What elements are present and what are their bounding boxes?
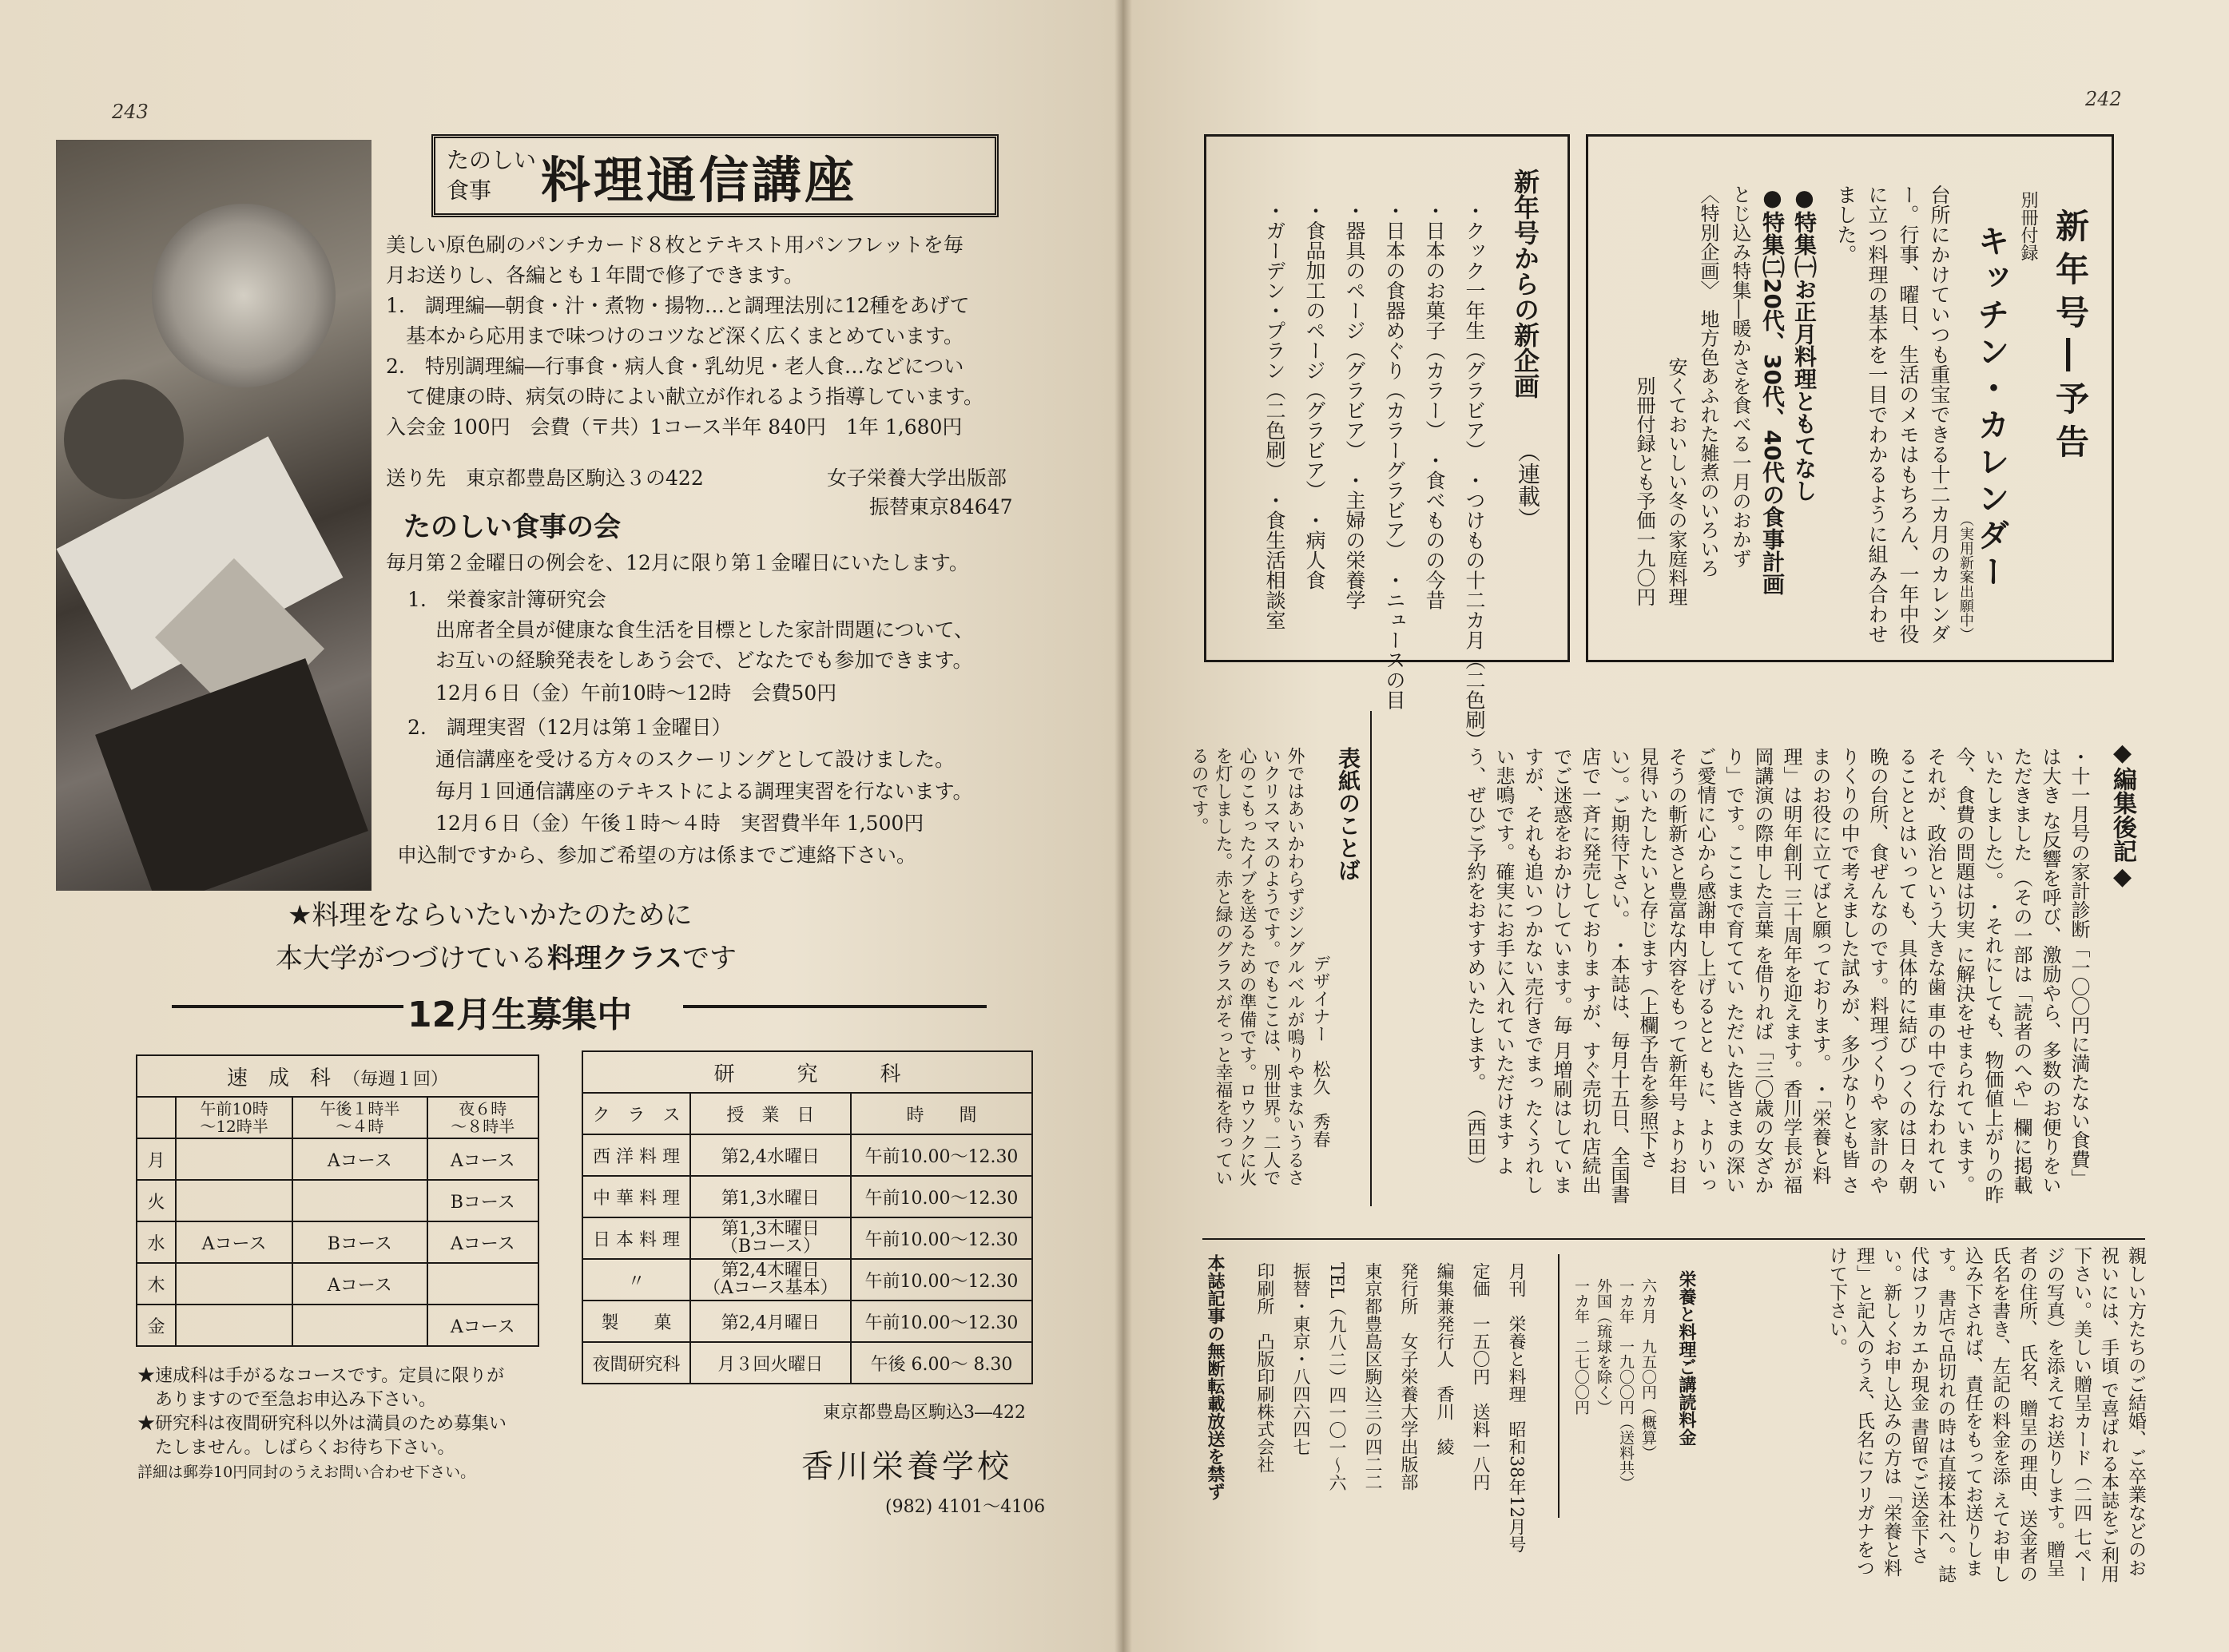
club-text-0: 毎月第２金曜日の例会を、12月に限り第１金曜日にいたします。 <box>386 551 969 574</box>
list-item: ・日本の食器めぐり（カラーグラビア） ・ニュースの目 <box>1383 201 1406 710</box>
henshu-line: を借りれば「三〇歳の女ざかり」です。ここまで育ててい <box>1722 747 1774 1194</box>
course-line: 1. 調理編―朝食・汁・煮物・揚物…と調理法別に12種をあげて <box>386 294 970 317</box>
hyoshi-text <box>1189 747 1306 1206</box>
calendar-text <box>1830 185 1955 644</box>
hyoshi-line: いクリスマスのようです。でもここは、別世界。二人で <box>1261 747 1281 1186</box>
henshu-line: すが、すぐ売切れ店続出でご迷惑をおかけしています。毎 <box>1550 747 1601 1194</box>
course-line: て健康の時、病気の時によい献立が作れるよう指導しています。 <box>386 385 984 408</box>
course-cell <box>176 1138 292 1180</box>
calendar-line: に立つ料理の基本を一目でわかるように組み合わせ <box>1865 185 1889 644</box>
table-row <box>582 1301 1032 1342</box>
calendar-line: 台所にかけていつも重宝できる十二カ月のカレンダ <box>1928 185 1951 644</box>
gift-text <box>1826 1246 2149 1594</box>
time-cell: 午後 6.00～ 8.30 <box>851 1342 1032 1384</box>
book-gutter <box>1114 0 1132 1652</box>
publisher: 女子栄養大学出版部 <box>827 467 1007 490</box>
calendar-line: ー。行事、曜日、生活のメモはもちろん、一年中役 <box>1897 185 1920 644</box>
time-header: 午後１時半 ～４時 <box>292 1097 427 1138</box>
colophon-line: 月刊 栄養と料理 昭和38年12月号 <box>1506 1262 1526 1553</box>
club-text-9: 申込制ですから、参加ご希望の方は係までご連絡下さい。 <box>397 844 917 867</box>
course-title-box <box>431 134 999 217</box>
colophon-line: TEL（九八二）四一〇一～六 <box>1326 1262 1346 1492</box>
club-text-7: 毎月１回通信講座のテキストによる調理実習を行ないます。 <box>435 780 973 803</box>
course-cell: Aコース <box>292 1263 427 1305</box>
kenkyu-title: 研 究 科 <box>582 1051 1032 1093</box>
calendar-line: ました。 <box>1834 185 1858 264</box>
course-cell: Bコース <box>427 1180 538 1221</box>
page-number-left: 243 <box>112 101 149 123</box>
gift-line: 氏名、贈呈の理由、送金者の氏名を書き、左記の料金を添 <box>1989 1246 2037 1583</box>
recruit-main: 12月生募集中 <box>407 995 633 1035</box>
date-cell: 月３回火曜日 <box>690 1342 851 1384</box>
course-line: 美しい原色刷のパンチカード８枚とテキスト用パンフレットを毎 <box>386 233 964 256</box>
subscription-lines <box>1570 1278 1659 1491</box>
day-cell: 月 <box>137 1138 176 1180</box>
day-cell: 木 <box>137 1263 176 1305</box>
henshu-line: 車の中で行なわれていることとはいっても、具体的に結び <box>1895 747 1946 1194</box>
recruit-line-1: ★料理をならいたいかたのために <box>288 899 693 931</box>
time-header: 夜６時 ～８時半 <box>427 1097 538 1138</box>
gift-line: 親しい方たちのご結婚、ご卒業などのお祝いには、手頃 <box>2098 1246 2146 1577</box>
colophon-line: 発行所 女子栄養大学出版部 <box>1398 1262 1418 1491</box>
table-corner <box>137 1097 176 1138</box>
club-text-1: 1. 栄養家計簿研究会 <box>407 588 606 611</box>
hyoshi-line: るのです。 <box>1189 747 1209 835</box>
class-cell: 製 菓 <box>582 1301 690 1342</box>
kenkyu-header: 授 業 日 <box>690 1093 851 1134</box>
time-header: 午前10時 ～12時半 <box>176 1097 292 1138</box>
course-cell <box>292 1305 427 1346</box>
colophon-line: 定価 一五〇円 送料一八円 <box>1470 1262 1490 1491</box>
class-cell: 中 華 料 理 <box>582 1176 690 1217</box>
class-cell: 日 本 料 理 <box>582 1217 690 1259</box>
list-item: ・ガーデン・プラン（二色刷） ・食生活相談室 <box>1263 201 1286 630</box>
time-cell: 午前10.00～12.30 <box>851 1217 1032 1259</box>
henshu-line: よう、ぜひご予約をおすすめいたします。 <box>1464 747 1515 1175</box>
course-cell: Aコース <box>427 1221 538 1263</box>
list-item: ・クック一年生（グラビア） ・つけもの十二カ月（二色刷） <box>1463 201 1486 750</box>
henshu-line: い）。ご期待下さい。 <box>1607 747 1630 929</box>
food-photo <box>56 140 372 891</box>
divider <box>1370 711 1372 1206</box>
note-line: ありますので至急お申込み下さい。 <box>137 1390 437 1410</box>
course-cell <box>176 1180 292 1221</box>
henshu-line: よりお目見得いたしたいと存じます（上欄予告を参照下さ <box>1636 747 1687 1194</box>
recruit-part-c: です <box>681 943 737 975</box>
henshu-text <box>1464 747 2093 1206</box>
henshu-line: （西田） <box>1464 1098 1486 1175</box>
note-line: ★速成科は手がるなコースです。定員に限りが <box>137 1366 505 1386</box>
feature-line: 〈特別企画〉 地方色あふれた雑煮のいろいろ <box>1697 185 1719 578</box>
club-text-6: 通信講座を受ける方々のスクーリングとして設けました。 <box>435 748 956 771</box>
feature-line: ●特集㈠お正月料理ともてなし <box>1791 185 1818 502</box>
date-cell: 第2,4月曜日 <box>690 1301 851 1342</box>
features <box>1628 185 1820 606</box>
club-text-4: 12月６日（金）午前10時～12時 会費50円 <box>435 681 837 705</box>
henshu-line: （その一部は「読者のへや」欄に掲載いたしました）。 <box>1981 747 2032 1194</box>
date-cell: 第1,3水曜日 <box>690 1176 851 1217</box>
henshu-line: 家計のやりくりの中で考えました試みが、多少なりとも皆 <box>1838 747 1889 1194</box>
time-cell: 午前10.00～12.30 <box>851 1176 1032 1217</box>
right-page <box>1122 0 2229 1652</box>
henshu-line: もに、よりいっそうの斬新さと豊富な内容をもって新年号 <box>1665 747 1716 1194</box>
course-line: 基本から応用まで味つけのコツなど深く広くまとめています。 <box>386 324 964 347</box>
table-row <box>582 1217 1032 1259</box>
rule-left <box>172 1005 403 1008</box>
course-cell <box>176 1263 292 1305</box>
gift-line: 七ページの写真）を添えてお送りします。贈呈者の住所、 <box>2016 1246 2092 1583</box>
hyoshi-line: 外ではあいかわらずジングルベルが鳴りやまないうるさ <box>1285 747 1305 1186</box>
henshu-line: ・「栄養と料理」は明年創刊 <box>1780 747 1831 1185</box>
rensai-label: （連載） <box>1515 440 1541 530</box>
table-row <box>137 1180 538 1221</box>
date-cell: 第2,4水曜日 <box>690 1134 851 1176</box>
henshu-line: ・十一月号の家計診断「一〇〇円に満たない食費」は大き <box>2039 747 2090 1188</box>
kenkyu-header: 時 間 <box>851 1093 1032 1134</box>
henshu-line: つくのは日々朝晩の台所、食ぜんなのです。料理づくりや <box>1866 747 1917 1194</box>
gift-line: 書店で品切れの時は直接本社へ。誌代はフリカエか現金 <box>1908 1246 1956 1583</box>
table-row <box>582 1259 1032 1301</box>
shinkikaku-box <box>1204 134 1570 750</box>
furoku-label: 別冊付録 <box>2018 191 2038 261</box>
divider <box>1558 1254 1560 1518</box>
recruit-line-2 <box>276 936 737 975</box>
hyoshi-line: を灯しました。赤と緑のグラスがそっと幸福を待ってい <box>1213 747 1233 1186</box>
yokoku-title: 新年号―予告 <box>2051 208 2090 467</box>
subscription-line: 外国（琉球を除く） <box>1595 1278 1612 1415</box>
subscription-line: 一カ年 一九〇〇円（送料共） <box>1617 1278 1635 1491</box>
club-text-8: 12月６日（金）午後１時～４時 実習費半年 1,500円 <box>435 812 924 835</box>
course-cell <box>176 1305 292 1346</box>
class-cell: 西 洋 料 理 <box>582 1134 690 1176</box>
course-title: 料理通信講座 <box>541 150 858 209</box>
table-row <box>137 1221 538 1263</box>
course-line: 入会金 100円 会費（〒共）1コース半年 840円 1年 1,680円 <box>386 415 963 439</box>
kenkyu-header: ク ラ ス <box>582 1093 690 1134</box>
subscription-line: 六カ月 九五〇円（概算） <box>1639 1278 1657 1460</box>
calendar-title: キッチン・カレンダー <box>1973 224 2009 592</box>
course-cell: Aコース <box>427 1138 538 1180</box>
time-cell: 午前10.00～12.30 <box>851 1134 1032 1176</box>
sokusei-title: 速 成 科 <box>226 1066 331 1090</box>
school-name: 香川栄養学校 <box>801 1448 1012 1485</box>
list-item: ・食品加工のページ（グラビア） ・病人食 <box>1303 201 1326 590</box>
feature-line: ●特集㈡20代、30代、40代の食事計画 <box>1759 185 1786 595</box>
sokusei-subtitle: （毎週１回） <box>352 1069 449 1090</box>
colophon-line: 編集兼発行人 香川 綾 <box>1434 1262 1454 1455</box>
list-item: ・日本のお菓子（カラー） ・食べものの今昔 <box>1423 201 1446 610</box>
table-row <box>582 1134 1032 1176</box>
table-row <box>582 1342 1032 1384</box>
sokusei-title-cell <box>137 1055 538 1097</box>
rule-right <box>683 1005 987 1008</box>
feature-line: 別冊付録とも予価一九〇円 <box>1633 185 1655 606</box>
hyoshi-line: 心のこもったイブを送るための準備です。ロウソクに火 <box>1237 747 1257 1186</box>
course-line: 2. 特別調理編―行事食・病人食・乳幼児・老人食…などについ <box>386 355 964 378</box>
recruit-part-a: 本大学がつづけている <box>276 943 547 975</box>
club-text-2: 出席者全員が健康な食生活を目標とした家計問題について、 <box>435 618 975 641</box>
calendar-note: （実用新案出願中） <box>1957 512 1974 641</box>
shinkikaku-title: 新年号からの新企画 <box>1510 169 1540 399</box>
colophon-line: 印刷所 凸版印刷株式会社 <box>1254 1262 1274 1473</box>
list-item: ・器具のページ（グラビア） ・主婦の栄養学 <box>1343 201 1366 610</box>
course-line: 月お送りし、各編とも１年間で修了できます。 <box>386 264 805 287</box>
course-cell: Aコース <box>176 1221 292 1263</box>
course-description <box>386 230 983 443</box>
club-text-3: お互いの経験発表をしあう会で、どなたでも参加できます。 <box>435 649 973 672</box>
class-cell: 〃 <box>582 1259 690 1301</box>
send-to: 送り先 東京都豊島区駒込３の422 <box>386 467 704 490</box>
course-cell: Aコース <box>427 1305 538 1346</box>
course-cell: Bコース <box>292 1221 427 1263</box>
school-tel: (982) 4101～4106 <box>885 1497 1046 1517</box>
class-cell: 夜間研究科 <box>582 1342 690 1384</box>
divider <box>1202 1238 2145 1240</box>
henshu-line: ・本誌は、毎月十五日、全国書店で一斉に発売しておりま <box>1579 747 1630 1204</box>
notes <box>137 1364 507 1484</box>
day-cell: 火 <box>137 1180 176 1221</box>
subscription-line: 一カ年 二七〇〇円 <box>1572 1278 1590 1415</box>
feature-line: とじ込み特集―暖かさを食べる一月のおかず <box>1729 185 1751 568</box>
colophon <box>1246 1262 1534 1553</box>
course-cell <box>292 1180 427 1221</box>
henshu-line: ただいた皆さまの深いご愛情に心から感謝申し上げるとと <box>1694 747 1745 1194</box>
colophon-line: 振替・東京・八四六四七 <box>1290 1262 1310 1455</box>
table-row <box>582 1176 1032 1217</box>
furikae: 振替東京84647 <box>869 495 1013 518</box>
school-address: 東京都豊島区駒込3―422 <box>823 1403 1026 1423</box>
club-text-5: 2. 調理実習（12月は第１金曜日） <box>407 716 732 739</box>
course-cell: Aコース <box>292 1138 427 1180</box>
recruit-part-b: 料理クラス <box>547 943 682 975</box>
sokusei-table <box>136 1054 539 1347</box>
day-cell: 水 <box>137 1221 176 1263</box>
table-row <box>137 1138 538 1180</box>
henshu-line: さまのお役に立てばと願っております。 <box>1809 747 1860 1194</box>
gift-line: 書留でご送金下さい。新しくお申し込みの方は「栄養と料 <box>1881 1246 1929 1577</box>
course-cell <box>427 1263 538 1305</box>
gift-line: えてお申し込み下されば、責任をもってお送りします。 <box>1935 1246 2010 1583</box>
note-line: 詳細は郵券10円同封のうえお問い合わせ下さい。 <box>137 1463 476 1481</box>
table-row <box>137 1305 538 1346</box>
henshu-line: な反響を呼び、激励やら、多数のお便りをいただきました <box>2010 747 2061 1194</box>
time-cell: 午前10.00～12.30 <box>851 1301 1032 1342</box>
title-small: たのしい食事 <box>447 147 537 204</box>
day-cell: 金 <box>137 1305 176 1346</box>
colophon-line: 東京都豊島区駒込三の四二二 <box>1362 1262 1382 1491</box>
kenkyu-table <box>582 1050 1033 1384</box>
note-line: ★研究科は夜間研究科以外は満員のため募集い <box>137 1414 507 1434</box>
feature-line: 安くておいしい冬の家庭料理 <box>1665 185 1687 606</box>
henshu-line: 三十周年を迎えます。香川学長が福岡講演の際申した言葉 <box>1751 747 1802 1194</box>
note-line: たしません。しばらくお待ち下さい。 <box>137 1438 455 1458</box>
shinkikaku-items <box>1254 201 1494 750</box>
henshu-line: たくうれしい悲鳴です。確実にお手に入れていただけます <box>1492 747 1544 1194</box>
yokoku-box <box>1586 134 2114 662</box>
table-row <box>137 1263 538 1305</box>
page-number-right: 242 <box>2085 88 2122 110</box>
time-cell: 午前10.00～12.30 <box>851 1259 1032 1301</box>
date-cell: 第1,3木曜日 （Bコース） <box>690 1217 851 1259</box>
hyoshi-designer: デザイナー 松久 秀春 <box>1310 955 1330 1148</box>
date-cell: 第2,4木曜日 （Aコース基本） <box>690 1259 851 1301</box>
warning: 本誌記事の無断転載放送を禁ず <box>1205 1254 1225 1500</box>
henshu-line: に解決をせまられています。それが、政治という大きな歯 <box>1924 747 1975 1194</box>
gift-line: 理」と記入のうえ、氏名にフリガナをつけて下さい。 <box>1826 1246 1874 1577</box>
gift-line: で喜ばれる本誌をご利用下さい。美しい贈呈カード（二四 <box>2071 1246 2119 1583</box>
subscription-title: 栄養と料理ご講読料金 <box>1676 1270 1696 1446</box>
club-title: たのしい食事の会 <box>403 511 621 543</box>
henshu-line: 月増刷はしていますが、それも追いつかない売行きでまっ <box>1521 747 1572 1194</box>
hyoshi-title: 表紙のことば <box>1335 747 1361 881</box>
henshu-line: ・それにしても、物価値上がりの昨今、食費の問題は切実 <box>1953 747 2004 1204</box>
henshu-title: ◆編集後記◆ <box>2108 739 2136 891</box>
